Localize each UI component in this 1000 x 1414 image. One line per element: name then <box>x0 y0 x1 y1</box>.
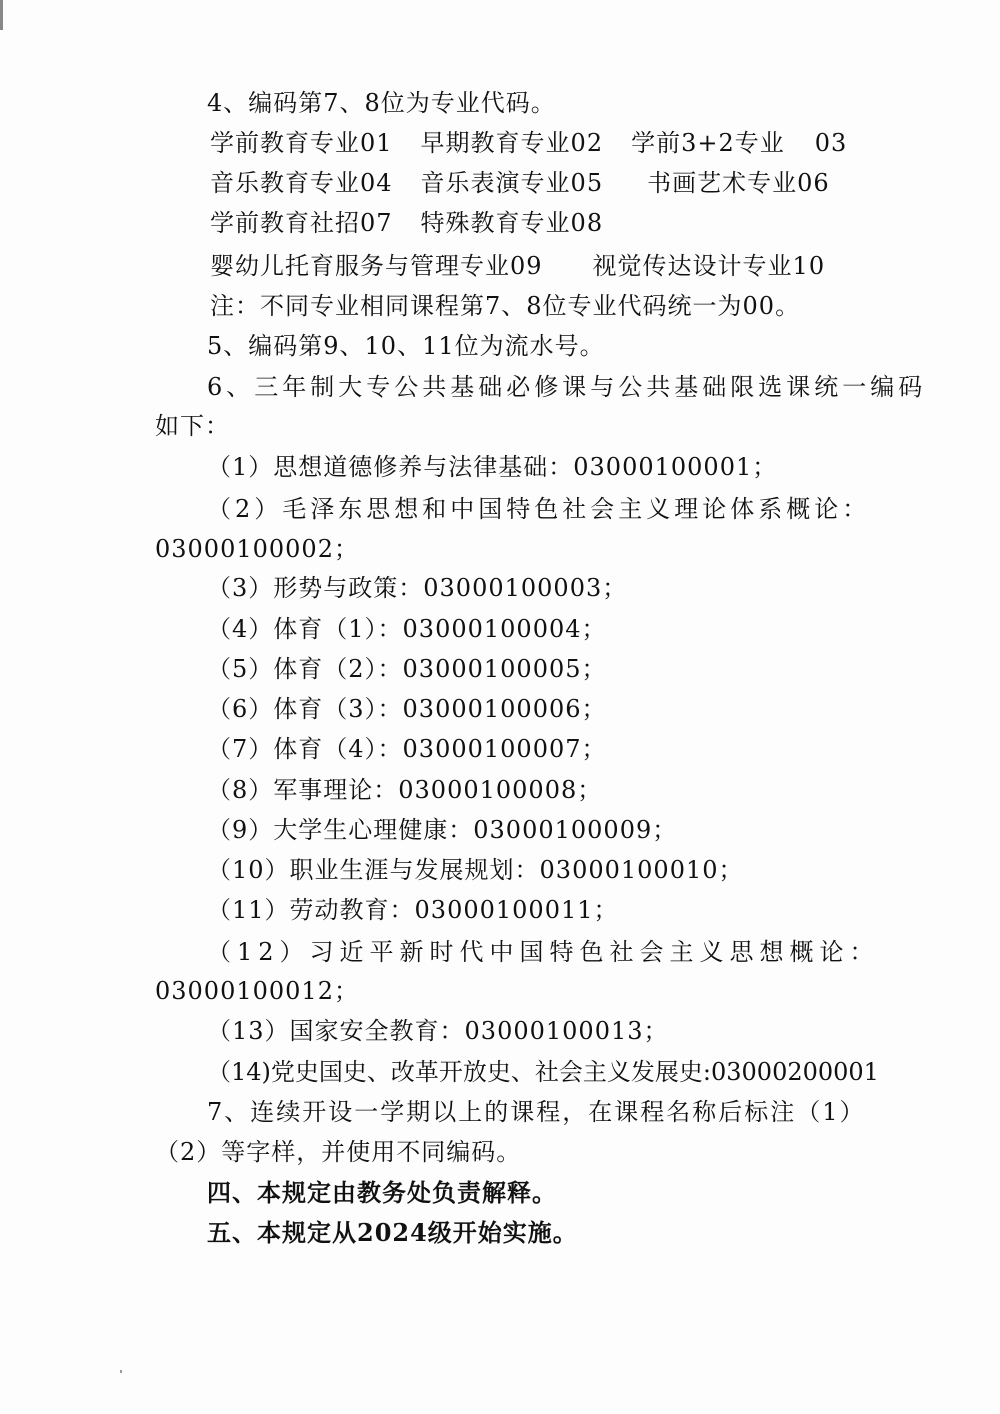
major-code-03-label: 学前3+2专业 <box>631 129 785 157</box>
major-codes-row-3 <box>210 208 603 238</box>
item7-line2: （2）等字样，并使用不同编码。 <box>155 1138 522 1166</box>
major-code-09: 婴幼儿托育服务与管理专业09 <box>210 252 543 280</box>
scan-dust-mark <box>120 1370 122 1373</box>
item5-text: 5、编码第9、10、11位为流水号。 <box>207 332 605 360</box>
course-item-9: （9）大学生心理健康：03000100009； <box>207 816 678 844</box>
major-code-04: 音乐教育专业04 <box>210 169 393 197</box>
course-item-5: （5）体育（2）：03000100005； <box>207 655 607 683</box>
major-code-07: 学前教育社招07 <box>210 209 393 237</box>
major-code-note: 注：不同专业相同课程第7、8位专业代码统一为00。 <box>210 292 801 320</box>
course-item-13: （13）国家安全教育：03000100013； <box>207 1017 669 1045</box>
course-item-12-code: 03000100012； <box>155 977 359 1005</box>
section-5-effective-date: 五、本规定从2024级开始实施。 <box>207 1218 578 1247</box>
major-code-05: 音乐表演专业05 <box>420 169 604 197</box>
course-item-10: （10）职业生涯与发展规划：03000100010； <box>207 856 744 884</box>
major-codes-row-2 <box>210 168 830 198</box>
course-item-14: （14)党史国史、改革开放史、社会主义发展史:03000200001 <box>207 1058 879 1086</box>
item7-line1: 7、连续开设一学期以上的课程，在课程名称后标注（1） <box>207 1098 866 1126</box>
item6-intro-line1: 6、三年制大专公共基础必修课与公共基础限选课统一编码 <box>207 373 927 401</box>
course-item-11: （11）劳动教育：03000100011； <box>207 896 619 924</box>
major-codes-row-4 <box>210 251 825 281</box>
item4-title: 4、编码第7、8位为专业代码。 <box>207 89 556 117</box>
section-4-interpretation: 四、本规定由教务处负责解释。 <box>207 1178 557 1207</box>
course-item-4: （4）体育（1）：03000100004； <box>207 615 607 643</box>
course-item-12: （12）习近平新时代中国特色社会主义思想概论： <box>207 938 880 966</box>
course-item-8: （8）军事理论：03000100008； <box>207 776 603 804</box>
major-code-02: 早期教育专业02 <box>420 129 604 157</box>
major-code-08: 特殊教育专业08 <box>420 209 604 237</box>
course-item-6: （6）体育（3）：03000100006； <box>207 695 607 723</box>
major-code-06: 书画艺术专业06 <box>647 169 830 197</box>
course-item-2: （2）毛泽东思想和中国特色社会主义理论体系概论： <box>207 495 871 523</box>
course-item-3: （3）形势与政策：03000100003； <box>207 574 628 602</box>
item6-intro-line2: 如下： <box>155 412 230 440</box>
major-code-10: 视觉传达设计专业10 <box>592 252 826 280</box>
major-codes-row-1 <box>210 128 847 158</box>
course-item-7: （7）体育（4）：03000100007； <box>207 735 607 763</box>
course-item-2-code: 03000100002； <box>155 535 359 563</box>
scan-edge-mark <box>0 0 3 30</box>
major-code-01: 学前教育专业01 <box>210 129 393 157</box>
course-item-1: （1）思想道德修养与法律基础：03000100001； <box>207 453 778 481</box>
major-code-03: 03 <box>814 129 848 157</box>
